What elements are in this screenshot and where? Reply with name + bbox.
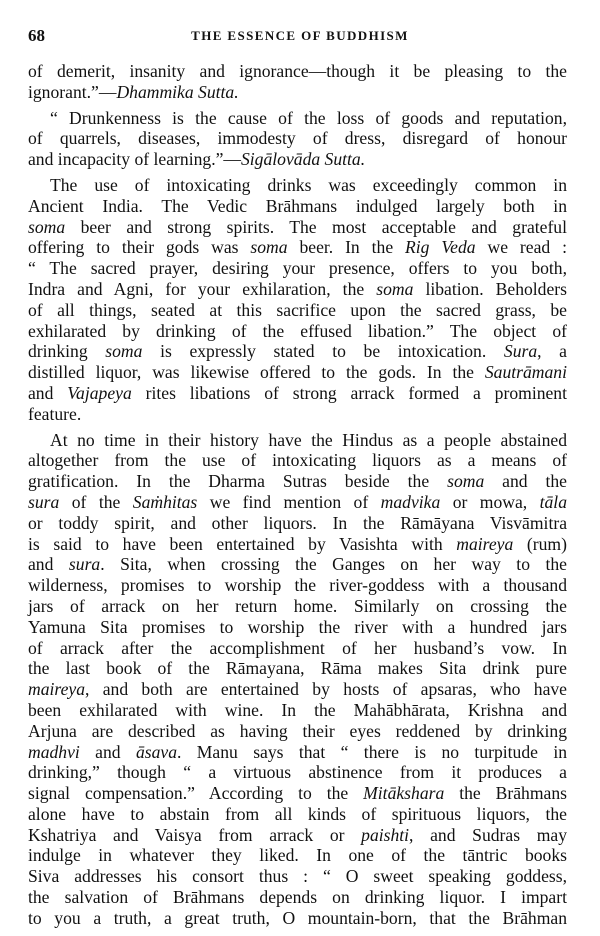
text-run: of the [59,491,133,512]
text-line [28,658,567,679]
text-run: to you a truth, a great truth, O mountain-born, that the Brāhman [28,907,567,928]
text-line [28,471,567,492]
text-line [28,404,567,425]
paragraph [28,175,567,425]
text-line [28,61,567,82]
text-run: . Sita, when crossing the Ganges on her way to the [100,554,567,575]
text-run: signal compensation.” According to the [28,783,364,804]
text-line [28,300,567,321]
text-run: , and Sudras may [409,824,568,845]
text-run: of demerit, insanity and ignorance—though it be pleasing to the [28,61,567,81]
text-run: Yamuna Sita promises to worship the river with a hundred jars [28,616,567,637]
page-header [28,26,572,48]
paragraph [28,108,567,170]
text-line [28,534,567,555]
text-line [28,575,567,596]
text-run: At no time in their history have the Hindus as a people abstained [50,429,567,450]
text-run: rites libations of strong arrack formed a prominent [131,382,567,403]
text-run: The use of intoxicating drinks was exceedingly common in [50,174,567,195]
italic-text: sura [68,554,101,575]
text-line [28,679,567,700]
text-run: of arrack after the accomplishment of her husband’s vow. In [28,637,567,658]
text-run: drinking [28,341,106,362]
text-run: ignorant.”— [28,81,117,102]
italic-text: Saṁhitas [132,491,198,512]
text-line [28,217,567,238]
text-run: of all things, seated at this sacrifice upon the sacred grass, be [28,299,567,320]
text-line [28,149,567,170]
text-run: , a [537,341,567,362]
italic-text: madhvi [28,741,80,762]
italic-text: madvika [380,491,441,512]
text-line [28,742,567,763]
text-run: and the [484,471,567,492]
text-run: or mowa, [440,491,540,512]
running-title: THE ESSENCE OF BUDDHISM [191,28,409,43]
text-run: indulge in whatever they liked. In one of the tāntric books [28,845,567,866]
paragraph [28,61,567,103]
paragraph [28,430,567,929]
italic-text: Sigālovāda Sutta. [241,149,366,170]
text-run: or toddy spirit, and other liquors. In the Rāmāyana Visvāmitra [28,512,567,533]
text-run: we read : [475,237,567,258]
text-run: “ The sacred prayer, desiring your presence, offers to you both, [28,258,567,279]
text-run: wilderness, promises to worship the river-goddess with a thousand [28,575,567,596]
italic-text: maireya [28,679,85,700]
italic-text: paishti [361,824,410,845]
italic-text: sura [28,491,60,512]
text-run: altogether from the use of intoxicating liquors as a means of [28,450,567,471]
italic-text: Vajapeya [67,382,132,403]
text-line [28,450,567,471]
text-run: (rum) [513,533,567,554]
text-run: beer and strong spirits. The most acceptable and grateful [65,216,567,237]
text-line [28,108,567,129]
text-line [28,866,567,887]
italic-text: Sautrāmani [484,362,567,383]
text-run: . Manu says that “ there is no turpitude in [177,741,567,762]
text-run: Ancient India. The Vedic Brāhmans indulged largely both in [28,195,567,216]
text-line [28,887,567,908]
text-line [28,762,567,783]
italic-text: Dhammika Sutta. [116,81,239,102]
page-number: 68 [28,26,45,45]
body-text [28,61,567,929]
text-line [28,513,567,534]
text-line [28,700,567,721]
text-run: the Brāhmans [444,783,567,804]
text-run: the last book of the Rāmayana, Rāma makes Sita drink pure [28,658,567,679]
text-run: exhilarated by drinking of the effused libation.” The object of [28,320,567,341]
text-line [28,341,567,362]
text-run: and [28,554,69,575]
text-line [28,82,567,103]
text-line [28,638,567,659]
text-line [28,175,567,196]
text-run: libation. Beholders [413,278,567,299]
text-run: drinking,” though “ a virtuous abstinence from it produces a [28,762,567,783]
text-line [28,908,567,929]
text-line [28,804,567,825]
italic-text: soma [250,237,288,258]
text-run: , and both are entertained by hosts of apsaras, who have [85,679,567,700]
text-run: is expressly stated to be intoxication. [142,341,504,362]
text-line [28,596,567,617]
text-run: Siva addresses his consort thus : “ O sweet speaking goddess, [28,866,567,887]
italic-text: soma [105,341,143,362]
text-line [28,237,567,258]
text-line [28,196,567,217]
text-run: and incapacity of learning.”— [28,149,241,170]
italic-text: soma [447,471,485,492]
text-run: and [79,741,136,762]
italic-text: āsava [135,741,177,762]
text-line [28,492,567,513]
text-run: been exhilarated with wine. In the Mahābhārata, Krishna and [28,699,567,720]
text-run: jars of arrack on her return home. Similarly on crossing the [28,595,567,616]
text-run: Kshatriya and Vaisya from arrack or [28,824,362,845]
italic-text: Rig Veda [405,237,476,258]
text-line [28,783,567,804]
italic-text: soma [376,278,414,299]
italic-text: Sura [503,341,538,362]
text-line [28,383,567,404]
text-run: distilled liquor, was likewise offered to the gods. In the [28,362,485,383]
text-line [28,721,567,742]
italic-text: Mitākshara [363,783,445,804]
text-run: is said to have been entertained by Vasishta with [28,533,457,554]
text-line [28,845,567,866]
text-run: Arjuna are described as having their eyes reddened by drinking [28,720,567,741]
text-run: the salvation of Brāhmans depends on drinking liquor. I impart [28,887,567,908]
text-line [28,279,567,300]
text-run: offering to their gods was [28,237,251,258]
italic-text: soma [28,216,66,237]
text-line [28,258,567,279]
text-line [28,825,567,846]
text-line [28,321,567,342]
text-run: and [28,382,68,403]
text-run: “ Drunkenness is the cause of the loss of goods and reputation, [50,107,567,128]
text-run: we find mention of [197,491,381,512]
text-run: Indra and Agni, for your exhilaration, the [28,278,377,299]
text-run: feature. [28,403,82,424]
text-line [28,554,567,575]
text-run: gratification. In the Dharma Sutras beside the [28,471,448,492]
text-line [28,362,567,383]
text-line [28,430,567,451]
text-line [28,128,567,149]
text-run: beer. In the [287,237,406,258]
italic-text: tāla [539,491,567,512]
text-line [28,617,567,638]
text-run: alone have to abstain from all kinds of spirituous liquors, the [28,803,567,824]
italic-text: maireya [456,533,514,554]
text-run: of quarrels, diseases, immodesty of dress, disregard of honour [28,128,567,149]
